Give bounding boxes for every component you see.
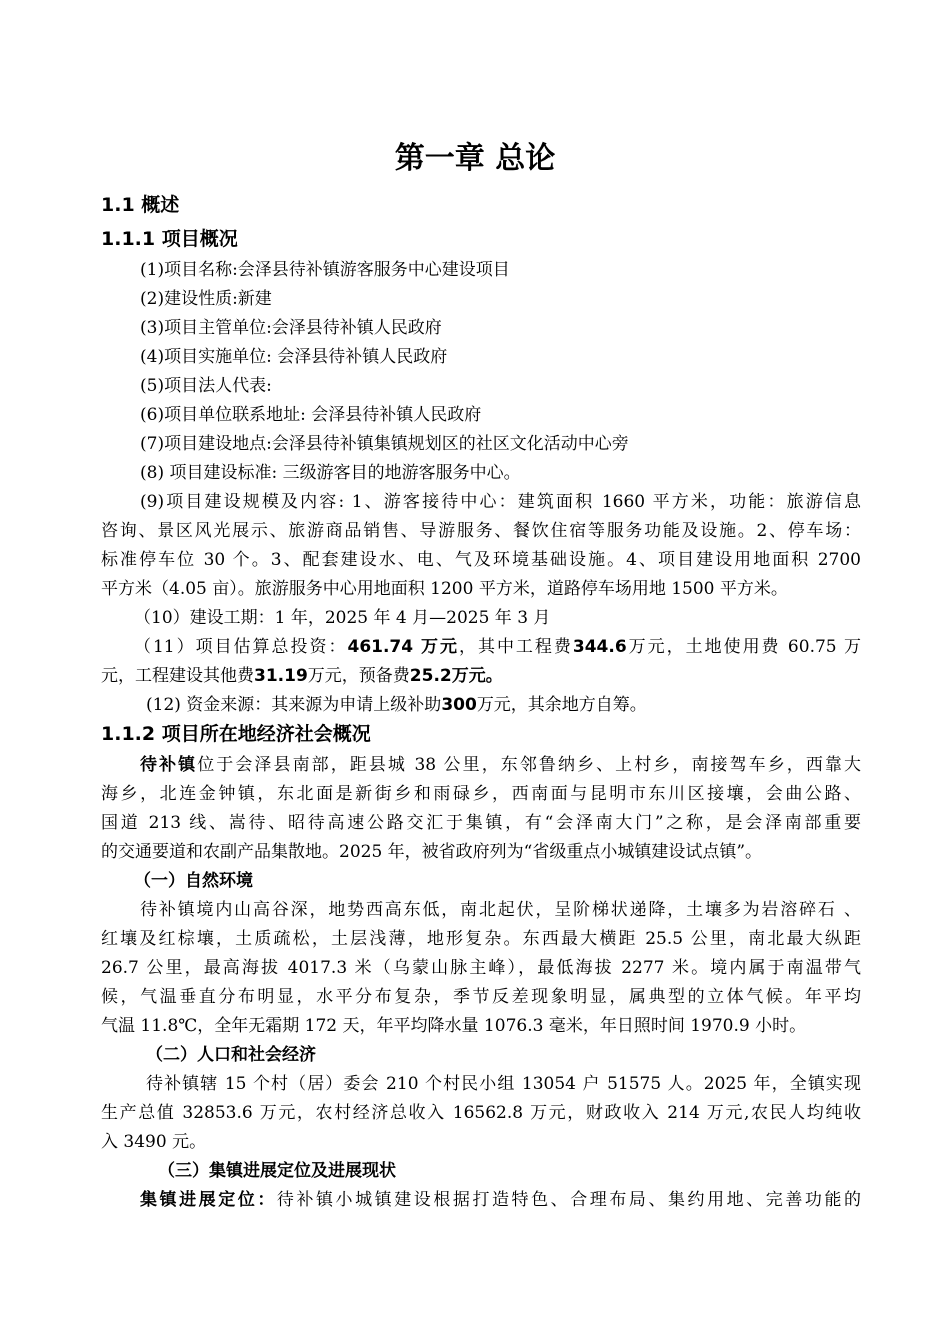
list-item-scale-line: 标准停车位 30 个。3、配套建设水、电、气及环境基础设施。4、项目建设用地面积 2700 xyxy=(101,550,861,570)
dev-paragraph-line xyxy=(140,1186,861,1215)
list-item: (3)项目主管单位:会泽县待补镇人民政府 xyxy=(140,318,442,338)
section-heading-1-1: 1.1 概述 xyxy=(101,194,180,216)
list-item-funding xyxy=(146,691,647,720)
subheading-natural-environment: （一）自然环境 xyxy=(134,871,253,891)
text-span: 万元。 xyxy=(451,666,503,686)
list-item: (8) 项目建设标准: 三级游客目的地游客服务中心。 xyxy=(140,463,521,483)
list-item: （10）建设工期：1 年，2025 年 4 月—2025 年 3 月 xyxy=(134,608,551,628)
town-paragraph-line: 国道 213 线、嵩待、昭待高速公路交汇于集镇，有“会泽南大门”之称，是会泽南部重要 xyxy=(101,813,861,833)
env-paragraph-line: 待补镇境内山高谷深，地势西高东低，南北起伏，呈阶梯状递降，土壤多为岩溶碎石 、 xyxy=(140,900,861,920)
text-span: 万元，土地使用费 60.75 万 xyxy=(626,637,861,657)
env-paragraph-line: 26.7 公里，最高海拔 4017.3 米（乌蒙山脉主峰），最低海拔 2277 米。境内属于南温带气 xyxy=(101,958,861,978)
list-item: (6)项目单位联系地址: 会泽县待补镇人民政府 xyxy=(140,405,482,425)
env-paragraph-line: 红壤及红棕壤，土质疏松，土层浅薄，地形复杂。东西最大横距 25.5 公里，南北最大纵距 xyxy=(101,929,861,949)
list-item: (7)项目建设地点:会泽县待补镇集镇规划区的社区文化活动中心旁 xyxy=(140,434,629,454)
list-item: (1)项目名称:会泽县待补镇游客服务中心建设项目 xyxy=(140,260,510,280)
env-paragraph-line: 候，气温垂直分布明显，水平分布复杂，季节反差现象明显，属典型的立体气候。年平均 xyxy=(101,987,861,1007)
subheading-town-development: （三）集镇进展定位及进展现状 xyxy=(158,1161,396,1181)
pop-paragraph-line: 入 3490 元。 xyxy=(101,1132,207,1152)
text-span: 万元，其余地方自筹。 xyxy=(476,695,647,715)
text-span: ，其中工程费 xyxy=(458,637,573,657)
pop-paragraph-line: 待补镇辖 15 个村（居）委会 210 个村民小组 13054 户 51575 人。2025 年，全镇实现 xyxy=(146,1074,861,1094)
town-paragraph-line: 海乡，北连金钟镇，东北面是新街乡和雨碌乡，西南面与昆明市东川区接壤，会曲公路、 xyxy=(101,784,861,804)
town-name: 待补镇 xyxy=(140,755,198,775)
text-span: 待补镇小城镇建设根据打造特色、合理布局、集约用地、完善功能的 xyxy=(276,1190,862,1210)
other-cost: 31.19 xyxy=(254,666,308,686)
list-item: (4)项目实施单位: 会泽县待补镇人民政府 xyxy=(140,347,448,367)
list-item-scale-line: (9)项目建设规模及内容: 1、游客接待中心：建筑面积 1660 平方米，功能：旅游信息 xyxy=(140,492,861,512)
list-item-scale-line: 咨询、景区风光展示、旅游商品销售、导游服务、餐饮住宿等服务功能及设施。2、停车场： xyxy=(101,521,861,541)
dev-label: 集镇进展定位： xyxy=(140,1190,277,1210)
list-item-investment xyxy=(134,633,861,662)
section-heading-1-1-2: 1.1.2 项目所在地经济社会概况 xyxy=(101,723,371,745)
env-paragraph-line: 气温 11.8℃，全年无霜期 172 天，年平均降水量 1076.3 毫米，年日照时间 1970.9 小时。 xyxy=(101,1016,807,1036)
town-paragraph-line xyxy=(140,751,861,780)
list-item: (5)项目法人代表: xyxy=(140,376,272,396)
text-span: 元，工程建设其他费 xyxy=(101,666,254,686)
text-span: (12) 资金来源：其来源为申请上级补助 xyxy=(146,695,442,715)
town-paragraph-line: 的交通要道和农副产品集散地。2025 年，被省政府列为“省级重点小城镇建设试点镇”。 xyxy=(101,842,763,862)
chapter-title: 第一章 总论 xyxy=(394,141,556,176)
engineering-cost: 344.6 xyxy=(572,637,627,657)
list-item-investment-cont xyxy=(101,662,503,691)
section-heading-1-1-1: 1.1.1 项目概况 xyxy=(101,228,238,250)
investment-label: （11）项目估算总投资： xyxy=(134,637,348,657)
list-item: (2)建设性质:新建 xyxy=(140,289,272,309)
pop-paragraph-line: 生产总值 32853.6 万元，农村经济总收入 16562.8 万元，财政收入 214 万元,农民人均纯收 xyxy=(101,1103,861,1123)
list-item-scale-line: 平方米（4.05 亩）。旅游服务中心用地面积 1200 平方米，道路停车场用地 1500 平方米。 xyxy=(101,579,788,599)
subsidy-amount: 300 xyxy=(441,695,477,715)
investment-total: 461.74 万元 xyxy=(347,637,459,657)
subheading-population-economy: （二）人口和社会经济 xyxy=(146,1045,316,1065)
reserve-cost: 25.2 xyxy=(409,666,452,686)
text-span: 万元，预备费 xyxy=(307,666,410,686)
text-span: 位于会泽县南部，距县城 38 公里，东邻鲁纳乡、上村乡，南接驾车乡，西靠大 xyxy=(197,755,861,775)
